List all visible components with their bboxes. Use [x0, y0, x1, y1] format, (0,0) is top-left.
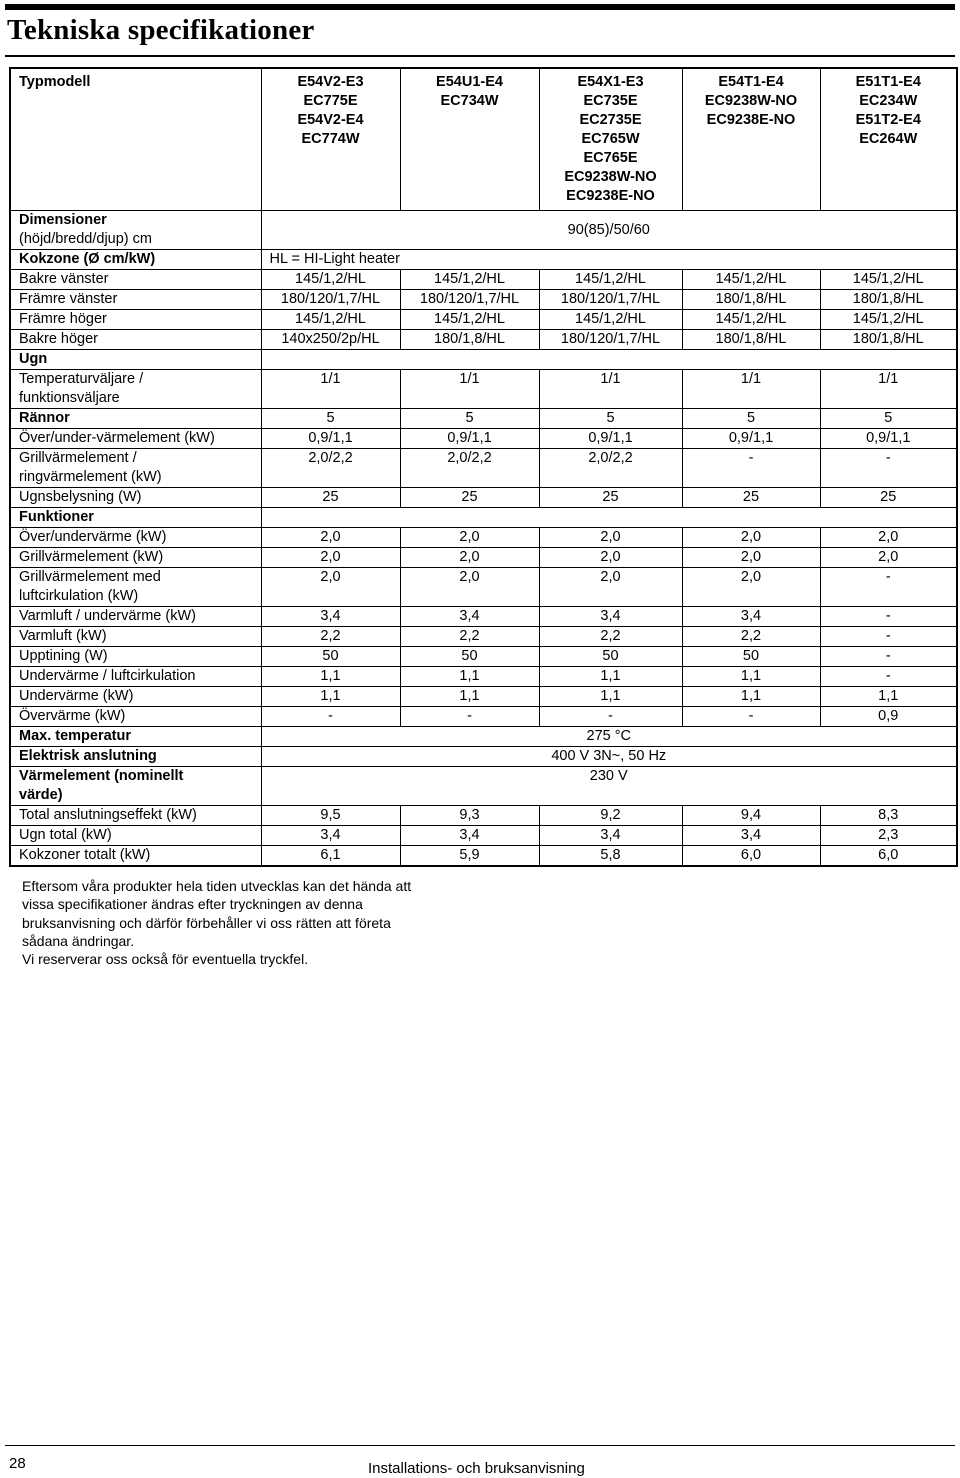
model-name: EC9238E-NO: [566, 188, 655, 204]
note-line: Eftersom våra produkter hela tiden utvecklas kan det hända att: [22, 878, 412, 894]
zone-value: 180/120/1,7/HL: [539, 330, 682, 350]
zone-value: 180/120/1,7/HL: [539, 290, 682, 310]
zone-label: Bakre vänster: [10, 270, 261, 290]
disclaimer-note: [22, 877, 492, 968]
ugn-row-label: [10, 429, 261, 449]
total-value: 9,2: [539, 806, 682, 826]
funktion-row-value: 1,1: [682, 687, 820, 707]
total-value: 3,4: [400, 826, 539, 846]
funktion-row-value: 1,1: [539, 687, 682, 707]
funktion-row-value: 0,9: [820, 707, 957, 727]
zone-label: Bakre höger: [10, 330, 261, 350]
funktion-row-value: 2,0: [682, 548, 820, 568]
ugn-row-value: 25: [820, 488, 957, 508]
general-value: 400 V 3N~, 50 Hz: [261, 747, 957, 767]
total-value: 5,9: [400, 846, 539, 867]
ugn-row: [10, 409, 957, 429]
kokzone-row: [10, 250, 957, 270]
funktion-row-value: 2,0: [539, 548, 682, 568]
funktioner-section-label: Funktioner: [10, 508, 261, 528]
funktion-row-value: 50: [682, 647, 820, 667]
ugn-section-label: Ugn: [10, 350, 261, 370]
funktion-row-value: -: [539, 707, 682, 727]
funktion-row-value: -: [261, 707, 400, 727]
total-value: 6,0: [820, 846, 957, 867]
ugn-row: [10, 429, 957, 449]
funktion-row-value: 50: [261, 647, 400, 667]
funktion-row-value: 3,4: [539, 607, 682, 627]
total-row: [10, 826, 957, 846]
note-line: sådana ändringar.: [22, 932, 135, 949]
model-column-5: [820, 68, 957, 211]
funktioner-section: [10, 508, 957, 528]
total-value: 6,1: [261, 846, 400, 867]
ugn-row-value: 2,0/2,2: [539, 449, 682, 488]
funktion-row-value: 2,2: [682, 627, 820, 647]
dimensions-title: Dimensioner: [19, 212, 107, 228]
funktion-row-value: -: [820, 627, 957, 647]
funktion-row: [10, 647, 957, 667]
funktioner-section-blank: [261, 508, 957, 528]
ugn-section-blank: [261, 350, 957, 370]
funktion-row-value: 1,1: [261, 667, 400, 687]
note-line: Vi reserverar oss också för eventuella tryckfel.: [22, 951, 309, 968]
funktion-row-value: -: [820, 667, 957, 687]
ugn-section: [10, 350, 957, 370]
page-title: Tekniska specifikationer: [7, 14, 315, 46]
note-line: vissa specifikationer ändras efter tryckningen av denna: [22, 896, 363, 913]
funktion-row-value: 2,0: [539, 568, 682, 607]
zone-value: 145/1,2/HL: [400, 310, 539, 330]
ugn-row-value: -: [682, 449, 820, 488]
funktion-row-value: 2,0: [400, 548, 539, 568]
model-name: EC774W: [301, 131, 360, 147]
total-value: 2,3: [820, 826, 957, 846]
model-name: EC9238E-NO: [706, 112, 796, 128]
zone-value: 180/1,8/HL: [820, 330, 957, 350]
ugn-row-value: 0,9/1,1: [400, 429, 539, 449]
row-label-line2: funktionsväljare: [19, 390, 120, 406]
model-name: E54V2-E4: [297, 112, 364, 128]
general-row: [10, 747, 957, 767]
ugn-row-value: 0,9/1,1: [682, 429, 820, 449]
model-name: EC234W: [859, 93, 918, 109]
total-label: Kokzoner totalt (kW): [10, 846, 261, 867]
funktion-row-value: 50: [400, 647, 539, 667]
funktion-row-value: 2,0: [261, 548, 400, 568]
ugn-row-label: [10, 409, 261, 429]
zone-row: [10, 330, 957, 350]
page-number: 28: [9, 1455, 26, 1472]
row-label: Över/undervärme (kW): [19, 529, 167, 545]
funktion-row-value: 1,1: [261, 687, 400, 707]
zone-label: Främre vänster: [10, 290, 261, 310]
kokzone-note-text: HL = HI-Light heater: [269, 251, 400, 267]
general-value: 230 V: [261, 767, 957, 806]
model-name: EC9238W-NO: [704, 93, 798, 109]
total-value: 9,3: [400, 806, 539, 826]
general-label: [10, 727, 261, 747]
funktion-row-value: 3,4: [400, 607, 539, 627]
funktion-row-value: 2,0: [820, 548, 957, 568]
general-label: [10, 747, 261, 767]
footer-rule: [5, 1445, 955, 1446]
row-label: Värmelement (nominellt: [19, 768, 184, 784]
zone-value: 180/1,8/HL: [682, 330, 820, 350]
ugn-row: [10, 488, 957, 508]
funktion-row-value: 2,2: [261, 627, 400, 647]
funktion-row-value: 1,1: [682, 667, 820, 687]
funktion-row-label: [10, 687, 261, 707]
row-label: Max. temperatur: [19, 728, 132, 744]
row-label-line2: luftcirkulation (kW): [19, 588, 139, 604]
zone-value: 145/1,2/HL: [682, 310, 820, 330]
model-name: EC734W: [440, 93, 499, 109]
zone-value: 180/1,8/HL: [682, 290, 820, 310]
total-value: 9,5: [261, 806, 400, 826]
funktion-row-value: 2,0: [400, 568, 539, 607]
general-row: [10, 767, 957, 806]
funktion-row: [10, 627, 957, 647]
row-label: Undervärme / luftcirkulation: [19, 668, 196, 684]
ugn-row-label: [10, 488, 261, 508]
model-name: EC775E: [303, 93, 358, 109]
row-label: Grillvärmelement /: [19, 450, 137, 466]
funktion-row-label: [10, 568, 261, 607]
zone-value: 145/1,2/HL: [261, 270, 400, 290]
funktion-row-value: 3,4: [261, 607, 400, 627]
ugn-row-value: 25: [261, 488, 400, 508]
funktion-row-value: 2,0: [261, 568, 400, 607]
model-name: E54U1-E4: [436, 74, 503, 90]
model-name: E54V2-E3: [297, 74, 364, 90]
ugn-row-label: [10, 449, 261, 488]
funktion-row-label: [10, 548, 261, 568]
ugn-row-value: 1/1: [261, 370, 400, 409]
row-label: Varmluft (kW): [19, 628, 107, 644]
general-row: [10, 727, 957, 747]
funktion-row-value: 2,0: [682, 528, 820, 548]
ugn-row-value: 2,0/2,2: [400, 449, 539, 488]
funktion-row-value: -: [400, 707, 539, 727]
total-value: 8,3: [820, 806, 957, 826]
funktion-row: [10, 548, 957, 568]
funktion-row-label: [10, 607, 261, 627]
zone-value: 145/1,2/HL: [682, 270, 820, 290]
funktion-row-value: -: [820, 607, 957, 627]
ugn-row-value: 25: [682, 488, 820, 508]
total-value: 6,0: [682, 846, 820, 867]
zone-value: 145/1,2/HL: [820, 310, 957, 330]
row-label: Varmluft / undervärme (kW): [19, 608, 196, 624]
ugn-row-value: 0,9/1,1: [261, 429, 400, 449]
funktion-row: [10, 528, 957, 548]
zone-value: 180/120/1,7/HL: [400, 290, 539, 310]
zone-value: 145/1,2/HL: [820, 270, 957, 290]
funktion-row-value: 2,0: [820, 528, 957, 548]
funktion-row-label: [10, 627, 261, 647]
total-value: 5,8: [539, 846, 682, 867]
dimensions-value: 90(85)/50/60: [261, 211, 957, 250]
footer-manual-title: Installations- och bruksanvisning: [368, 1460, 585, 1477]
row-label: Övervärme (kW): [19, 708, 126, 724]
zone-value: 145/1,2/HL: [539, 270, 682, 290]
spec-table: [9, 67, 958, 867]
ugn-row-value: 5: [682, 409, 820, 429]
dimensions-label: [10, 211, 261, 250]
row-label: Temperaturväljare /: [19, 371, 144, 387]
title-rule: [5, 55, 955, 57]
total-value: 3,4: [261, 826, 400, 846]
funktion-row-value: 50: [539, 647, 682, 667]
funktion-row-value: 1,1: [400, 667, 539, 687]
header-row: [10, 68, 957, 211]
funktion-row-value: 1,1: [539, 667, 682, 687]
dimensions-row: [10, 211, 957, 250]
model-name: E54T1-E4: [718, 74, 784, 90]
ugn-row-value: 5: [400, 409, 539, 429]
row-label: Rännor: [19, 410, 70, 426]
zone-row: [10, 270, 957, 290]
ugn-row-value: 5: [539, 409, 682, 429]
model-name: EC9238W-NO: [564, 169, 657, 185]
zone-row: [10, 310, 957, 330]
dimensions-subtitle: (höjd/bredd/djup) cm: [19, 231, 152, 247]
model-name: EC735E: [583, 93, 638, 109]
general-value: 275 °C: [261, 727, 957, 747]
row-label: Grillvärmelement med: [19, 569, 161, 585]
zone-value: 180/1,8/HL: [400, 330, 539, 350]
general-label: [10, 767, 261, 806]
kokzone-note: [261, 250, 957, 270]
model-column-2: [400, 68, 539, 211]
total-value: 9,4: [682, 806, 820, 826]
ugn-row-value: 1/1: [539, 370, 682, 409]
model-name: EC2735E: [579, 112, 642, 128]
kokzone-label: Kokzone (Ø cm/kW): [10, 250, 261, 270]
ugn-row-label: [10, 370, 261, 409]
ugn-row: [10, 370, 957, 409]
model-name: EC264W: [859, 131, 918, 147]
row-label-line2: ringvärmelement (kW): [19, 469, 162, 485]
row-label-line2: värde): [19, 787, 63, 803]
funktion-row: [10, 607, 957, 627]
ugn-row-value: 25: [539, 488, 682, 508]
zone-row: [10, 290, 957, 310]
total-value: 3,4: [539, 826, 682, 846]
row-label: Ugnsbelysning (W): [19, 489, 142, 505]
type-label: Typmodell: [10, 68, 261, 211]
zone-value: 180/1,8/HL: [820, 290, 957, 310]
total-row: [10, 806, 957, 826]
total-label: Total anslutningseffekt (kW): [10, 806, 261, 826]
funktion-row: [10, 568, 957, 607]
funktion-row-value: 1,1: [400, 687, 539, 707]
model-name: E51T2-E4: [855, 112, 921, 128]
funktion-row: [10, 707, 957, 727]
funktion-row-value: 2,0: [539, 528, 682, 548]
funktion-row-label: [10, 528, 261, 548]
funktion-row: [10, 687, 957, 707]
row-label: Elektrisk anslutning: [19, 748, 157, 764]
zone-value: 140x250/2p/HL: [261, 330, 400, 350]
total-label: Ugn total (kW): [10, 826, 261, 846]
funktion-row-label: [10, 667, 261, 687]
ugn-row-value: 1/1: [820, 370, 957, 409]
model-column-4: [682, 68, 820, 211]
model-name: E54X1-E3: [577, 74, 644, 90]
row-label: Upptining (W): [19, 648, 108, 664]
funktion-row-label: [10, 647, 261, 667]
funktion-row-value: -: [820, 568, 957, 607]
funktion-row-label: [10, 707, 261, 727]
row-label: Undervärme (kW): [19, 688, 134, 704]
model-column-3: [539, 68, 682, 211]
ugn-row: [10, 449, 957, 488]
funktion-row-value: 1,1: [820, 687, 957, 707]
funktion-row-value: 2,0: [400, 528, 539, 548]
ugn-row-value: 0,9/1,1: [539, 429, 682, 449]
funktion-row-value: 2,0: [682, 568, 820, 607]
funktion-row-value: 3,4: [682, 607, 820, 627]
ugn-row-value: 1/1: [400, 370, 539, 409]
funktion-row-value: -: [820, 647, 957, 667]
ugn-row-value: 5: [261, 409, 400, 429]
model-name: EC765E: [583, 150, 638, 166]
funktion-row-value: -: [682, 707, 820, 727]
zone-value: 145/1,2/HL: [539, 310, 682, 330]
ugn-row-value: 2,0/2,2: [261, 449, 400, 488]
note-line: bruksanvisning och därför förbehåller vi oss rätten att företa: [22, 914, 391, 931]
model-column-1: [261, 68, 400, 211]
funktion-row: [10, 667, 957, 687]
model-name: E51T1-E4: [855, 74, 921, 90]
row-label: Över/under-värmelement (kW): [19, 430, 215, 446]
zone-value: 145/1,2/HL: [261, 310, 400, 330]
ugn-row-value: 0,9/1,1: [820, 429, 957, 449]
zone-label: Främre höger: [10, 310, 261, 330]
ugn-row-value: 25: [400, 488, 539, 508]
top-rule: [5, 4, 955, 10]
funktion-row-value: 2,2: [400, 627, 539, 647]
total-row: [10, 846, 957, 867]
row-label: Grillvärmelement (kW): [19, 549, 164, 565]
ugn-row-value: -: [820, 449, 957, 488]
total-value: 3,4: [682, 826, 820, 846]
model-name: EC765W: [581, 131, 640, 147]
zone-value: 180/120/1,7/HL: [261, 290, 400, 310]
zone-value: 145/1,2/HL: [400, 270, 539, 290]
funktion-row-value: 2,0: [261, 528, 400, 548]
ugn-row-value: 5: [820, 409, 957, 429]
ugn-row-value: 1/1: [682, 370, 820, 409]
funktion-row-value: 2,2: [539, 627, 682, 647]
